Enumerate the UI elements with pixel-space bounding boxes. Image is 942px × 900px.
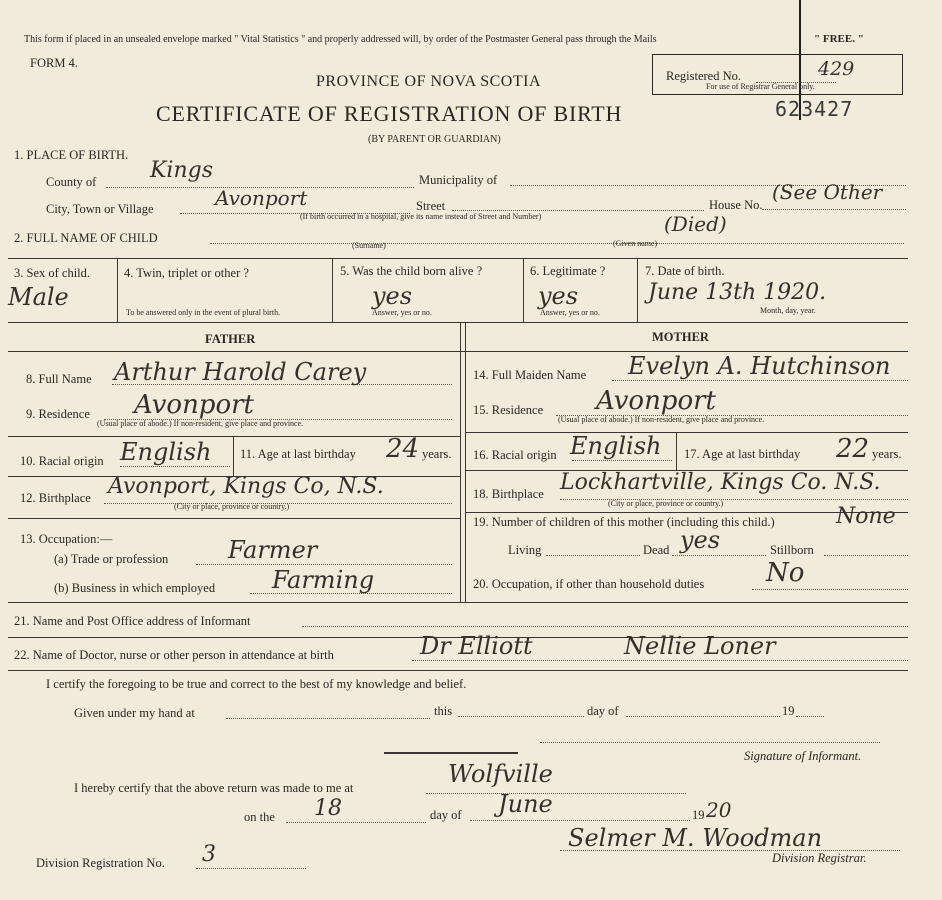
mother-birthplace-label: 18. Birthplace [473,487,544,501]
registration-month-value: June [498,790,553,818]
street-label: Street [416,199,446,213]
certificate-title: CERTIFICATE OF REGISTRATION OF BIRTH [156,101,623,126]
registrar-signature: Selmer M. Woodman [568,824,823,852]
dead-label: Dead [643,543,670,557]
mother-occupation-value: No [766,558,805,588]
legitimate-note: Answer, yes or no. [540,308,600,317]
city-value: Avonport [215,186,308,210]
father-age-label: 11. Age at last birthday [240,447,356,461]
given-name-caption: (Given name) [613,239,658,248]
registration-day-value: 18 [314,796,342,821]
mother-residence-label: 15. Residence [473,403,544,417]
father-birthplace-note: (City or place, province or country.) [174,502,290,511]
born-alive-note: Answer, yes or no. [372,308,432,317]
children-count-label: 19. Number of children of this mother (including this child.) [473,515,775,529]
registration-year-value: 20 [706,798,732,822]
section-2-label: 2. FULL NAME OF CHILD [14,231,158,245]
father-years-label: years. [422,447,452,461]
registered-value: 429 [818,58,855,80]
registration-year-prefix: 19 [692,808,705,822]
mother-header: MOTHER [652,330,709,344]
free-label: " FREE. " [814,33,864,45]
hospital-note: (If birth occurred in a hospital, give its name instead of Street and Number) [300,212,542,221]
father-racial-label: 10. Racial origin [20,454,104,468]
father-name-label: 8. Full Name [26,372,92,386]
municipality-label: Municipality of [419,173,498,187]
date-note: Month, day, year. [760,306,816,315]
father-trade-value: Farmer [228,536,318,564]
twin-note: To be answered only in the event of plural birth. [126,308,281,317]
father-birthplace-value: Avonport, Kings Co, N.S. [108,474,384,499]
child-given-name: (Died) [664,212,727,236]
house-no-label: House No. [709,198,763,212]
mother-age-value: 22 [836,434,870,464]
division-number-label: Division Registration No. [36,856,165,870]
born-alive-label: 5. Was the child born alive ? [340,264,483,278]
date-label: 7. Date of birth. [645,264,725,278]
living-label: Living [508,543,542,557]
this-label: this [434,704,453,718]
father-residence-label: 9. Residence [26,407,90,421]
sex-label: 3. Sex of child. [14,266,91,280]
legitimate-value: yes [538,282,579,310]
mother-age-label: 17. Age at last birthday [684,447,801,461]
given-under-label: Given under my hand at [74,706,195,720]
father-residence-value: Avonport [134,390,254,420]
house-no-value: (See Other [772,180,883,204]
on-the-label: on the [244,810,275,824]
mother-residence-note: (Usual place of abode.) If non-resident, give place and province. [558,415,765,424]
day-of-label: day of [587,704,619,718]
mother-racial-label: 16. Racial origin [473,448,557,462]
father-business-value: Farming [272,566,375,594]
certify-statement: I certify the foregoing to be true and correct to the best of my knowledge and belief. [46,677,467,691]
registration-day-of-label: day of [430,808,462,822]
division-registrar-label: Division Registrar. [772,851,867,865]
mother-birthplace-note: (City or place, province or country.) [608,499,724,508]
surname-caption: (Surname) [352,241,386,250]
dead-value: yes [680,526,721,554]
certificate-subtitle: (BY PARENT OR GUARDIAN) [368,134,501,145]
year-prefix: 19 [782,704,795,718]
section-1-label: 1. PLACE OF BIRTH. [14,148,129,162]
mother-residence-value: Avonport [596,386,716,416]
attendant-label: 22. Name of Doctor, nurse or other person in attendance at birth [14,648,334,662]
form-number: FORM 4. [30,56,78,70]
mother-years-label: years. [872,447,902,461]
attendant-2-value: Nellie Loner [624,632,776,660]
twin-label: 4. Twin, triplet or other ? [124,266,249,280]
division-number-value: 3 [202,842,216,867]
county-label: County of [46,175,97,189]
registration-stamp: 623427 [775,97,854,121]
father-racial-value: English [120,438,212,466]
registration-place-value: Wolfville [448,760,553,788]
signature-informant-label: Signature of Informant. [744,749,862,763]
mail-notice: This form if placed in an unsealed envelope marked " Vital Statistics " and properly addressed will, by order of the Postmaster General pass through the Mails [24,34,657,45]
father-birthplace-label: 12. Birthplace [20,491,91,505]
attendant-1-value: Dr Elliott [420,632,533,660]
father-header: FATHER [205,332,256,346]
father-age-value: 24 [386,434,420,464]
occupation-label: 13. Occupation:— [20,532,113,546]
informant-label: 21. Name and Post Office address of Informant [14,614,251,628]
trade-label: (a) Trade or profession [54,552,169,566]
father-name-value: Arthur Harold Carey [114,358,367,386]
registered-label: Registered No. [666,69,741,83]
stillborn-label: Stillborn [770,543,814,557]
mother-name-label: 14. Full Maiden Name [473,368,587,382]
mother-racial-value: English [570,432,662,460]
mother-birthplace-value: Lockhartville, Kings Co. N.S. [560,470,881,495]
business-label: (b) Business in which employed [54,581,216,595]
father-residence-note: (Usual place of abode.) If non-resident, give place and province. [97,419,304,428]
legitimate-label: 6. Legitimate ? [530,264,606,278]
city-label: City, Town or Village [46,202,154,216]
pen-stroke [799,0,801,120]
mother-name-value: Evelyn A. Hutchinson [628,352,891,380]
born-alive-value: yes [372,282,413,310]
children-count-value: None [836,504,896,529]
date-of-birth-value: June 13th 1920. [648,280,827,305]
registered-note: For use of Registrar General only. [706,82,815,91]
sex-value: Male [8,283,69,311]
hereby-certify-label: I hereby certify that the above return was made to me at [74,781,354,795]
mother-occupation-label: 20. Occupation, if other than household duties [473,577,705,591]
province-title: PROVINCE OF NOVA SCOTIA [316,73,542,90]
county-value: Kings [150,158,214,183]
